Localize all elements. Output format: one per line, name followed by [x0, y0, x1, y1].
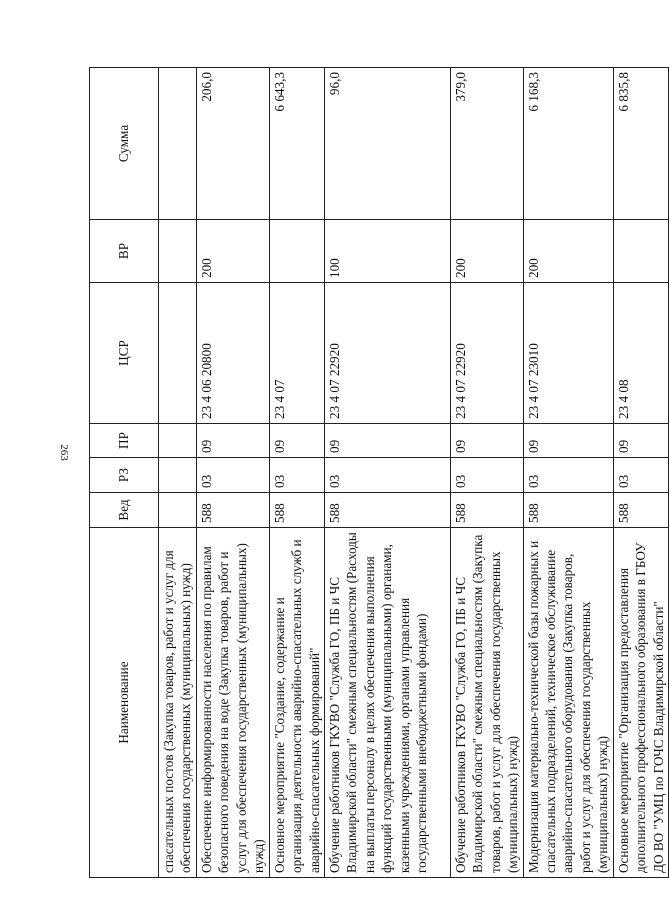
cell-ved: 588: [613, 493, 668, 528]
cell-name: Основное мероприятие "Организация предоставления дополнительного профессионального образования в ГБОУ ДО ВО "УМЦ по ГОЧС Владимирской области": [613, 528, 668, 878]
table-row: [325, 68, 451, 878]
cell-name: Основное мероприятие "Создание, содержание и организация деятельности аварийно-спасательных служб и аварийно-спасательных формирований": [269, 528, 324, 878]
cell-name: Обучение работников ГКУВО "Служба ГО, ПБ и ЧС Владимирской области" смежным специальностям (Закупка товаров, работ и услуг для обеспечения государственных (муниципальных) нужд): [451, 528, 524, 878]
cell-vr: [613, 220, 668, 283]
cell-ved: 588: [196, 493, 269, 528]
cell-ved: 588: [269, 493, 324, 528]
cell-sum: [159, 68, 197, 220]
cell-vr: 200: [523, 220, 613, 283]
header-csr: ЦСР: [90, 283, 159, 424]
cell-csr: 23 4 07 22920: [325, 283, 451, 424]
cell-rz: [159, 458, 197, 493]
cell-sum: 379,0: [451, 68, 524, 220]
table-header-row: [90, 68, 159, 878]
cell-pr: 09: [325, 424, 451, 458]
cell-pr: 09: [613, 424, 668, 458]
table-row: [196, 68, 269, 878]
cell-name: Обеспечение информированности населения по правилам безопасного поведения на воде (Закупка товаров, работ и услуг для обеспечения государственных (муниципальных) нужд): [196, 528, 269, 878]
cell-sum: 96,0: [325, 68, 451, 220]
cell-rz: 03: [325, 458, 451, 493]
table-row: [523, 68, 613, 878]
budget-table: [89, 67, 669, 878]
cell-rz: 03: [451, 458, 524, 493]
cell-name: спасательных постов (Закупка товаров, работ и услуг для обеспечения государственных (муниципальных) нужд): [159, 528, 197, 878]
cell-sum: 6 168,3: [523, 68, 613, 220]
header-vr: ВР: [90, 220, 159, 283]
cell-pr: [159, 424, 197, 458]
cell-vr: 200: [196, 220, 269, 283]
cell-ved: [159, 493, 197, 528]
table-row: [269, 68, 324, 878]
table-row: [451, 68, 524, 878]
cell-ved: 588: [325, 493, 451, 528]
header-ved: Вед: [90, 493, 159, 528]
cell-pr: 09: [269, 424, 324, 458]
cell-ved: 588: [523, 493, 613, 528]
page-number: 263: [57, 444, 70, 461]
cell-csr: 23 4 07: [269, 283, 324, 424]
cell-sum: 6 835,8: [613, 68, 668, 220]
cell-csr: 23 4 06 20800: [196, 283, 269, 424]
cell-sum: 6 643,3: [269, 68, 324, 220]
header-name: Наименование: [90, 528, 159, 878]
cell-rz: 03: [196, 458, 269, 493]
cell-vr: [159, 220, 197, 283]
cell-rz: 03: [269, 458, 324, 493]
cell-rz: 03: [523, 458, 613, 493]
cell-name: Обучение работников ГКУВО "Служба ГО, ПБ и ЧС Владимирской области" смежным специальностям (Расходы на выплаты персоналу в целях обеспечения выполнения функций государственными (муниципальными) органами, казенными учреждениями, органами управления государственными внебюджетными фондами): [325, 528, 451, 878]
cell-csr: 23 4 08: [613, 283, 668, 424]
cell-sum: 206,0: [196, 68, 269, 220]
cell-pr: 09: [196, 424, 269, 458]
cell-csr: 23 4 07 23010: [523, 283, 613, 424]
cell-ved: 588: [451, 493, 524, 528]
cell-csr: [159, 283, 197, 424]
rotated-page: [89, 68, 666, 878]
table-row: [613, 68, 668, 878]
cell-vr: 200: [451, 220, 524, 283]
header-rz: РЗ: [90, 458, 159, 493]
header-pr: ПР: [90, 424, 159, 458]
cell-rz: 03: [613, 458, 668, 493]
cell-name: Модернизация материально-технической базы пожарных и спасательных подразделений, техническое обслуживание аварийно-спасательного оборудования (Закупка товаров, работ и услуг для обеспечения государственных (муниципальных) нужд): [523, 528, 613, 878]
cell-vr: 100: [325, 220, 451, 283]
cell-pr: 09: [523, 424, 613, 458]
header-sum: Сумма: [90, 68, 159, 220]
cell-pr: 09: [451, 424, 524, 458]
cell-csr: 23 4 07 22920: [451, 283, 524, 424]
cell-vr: [269, 220, 324, 283]
table-row: [159, 68, 197, 878]
